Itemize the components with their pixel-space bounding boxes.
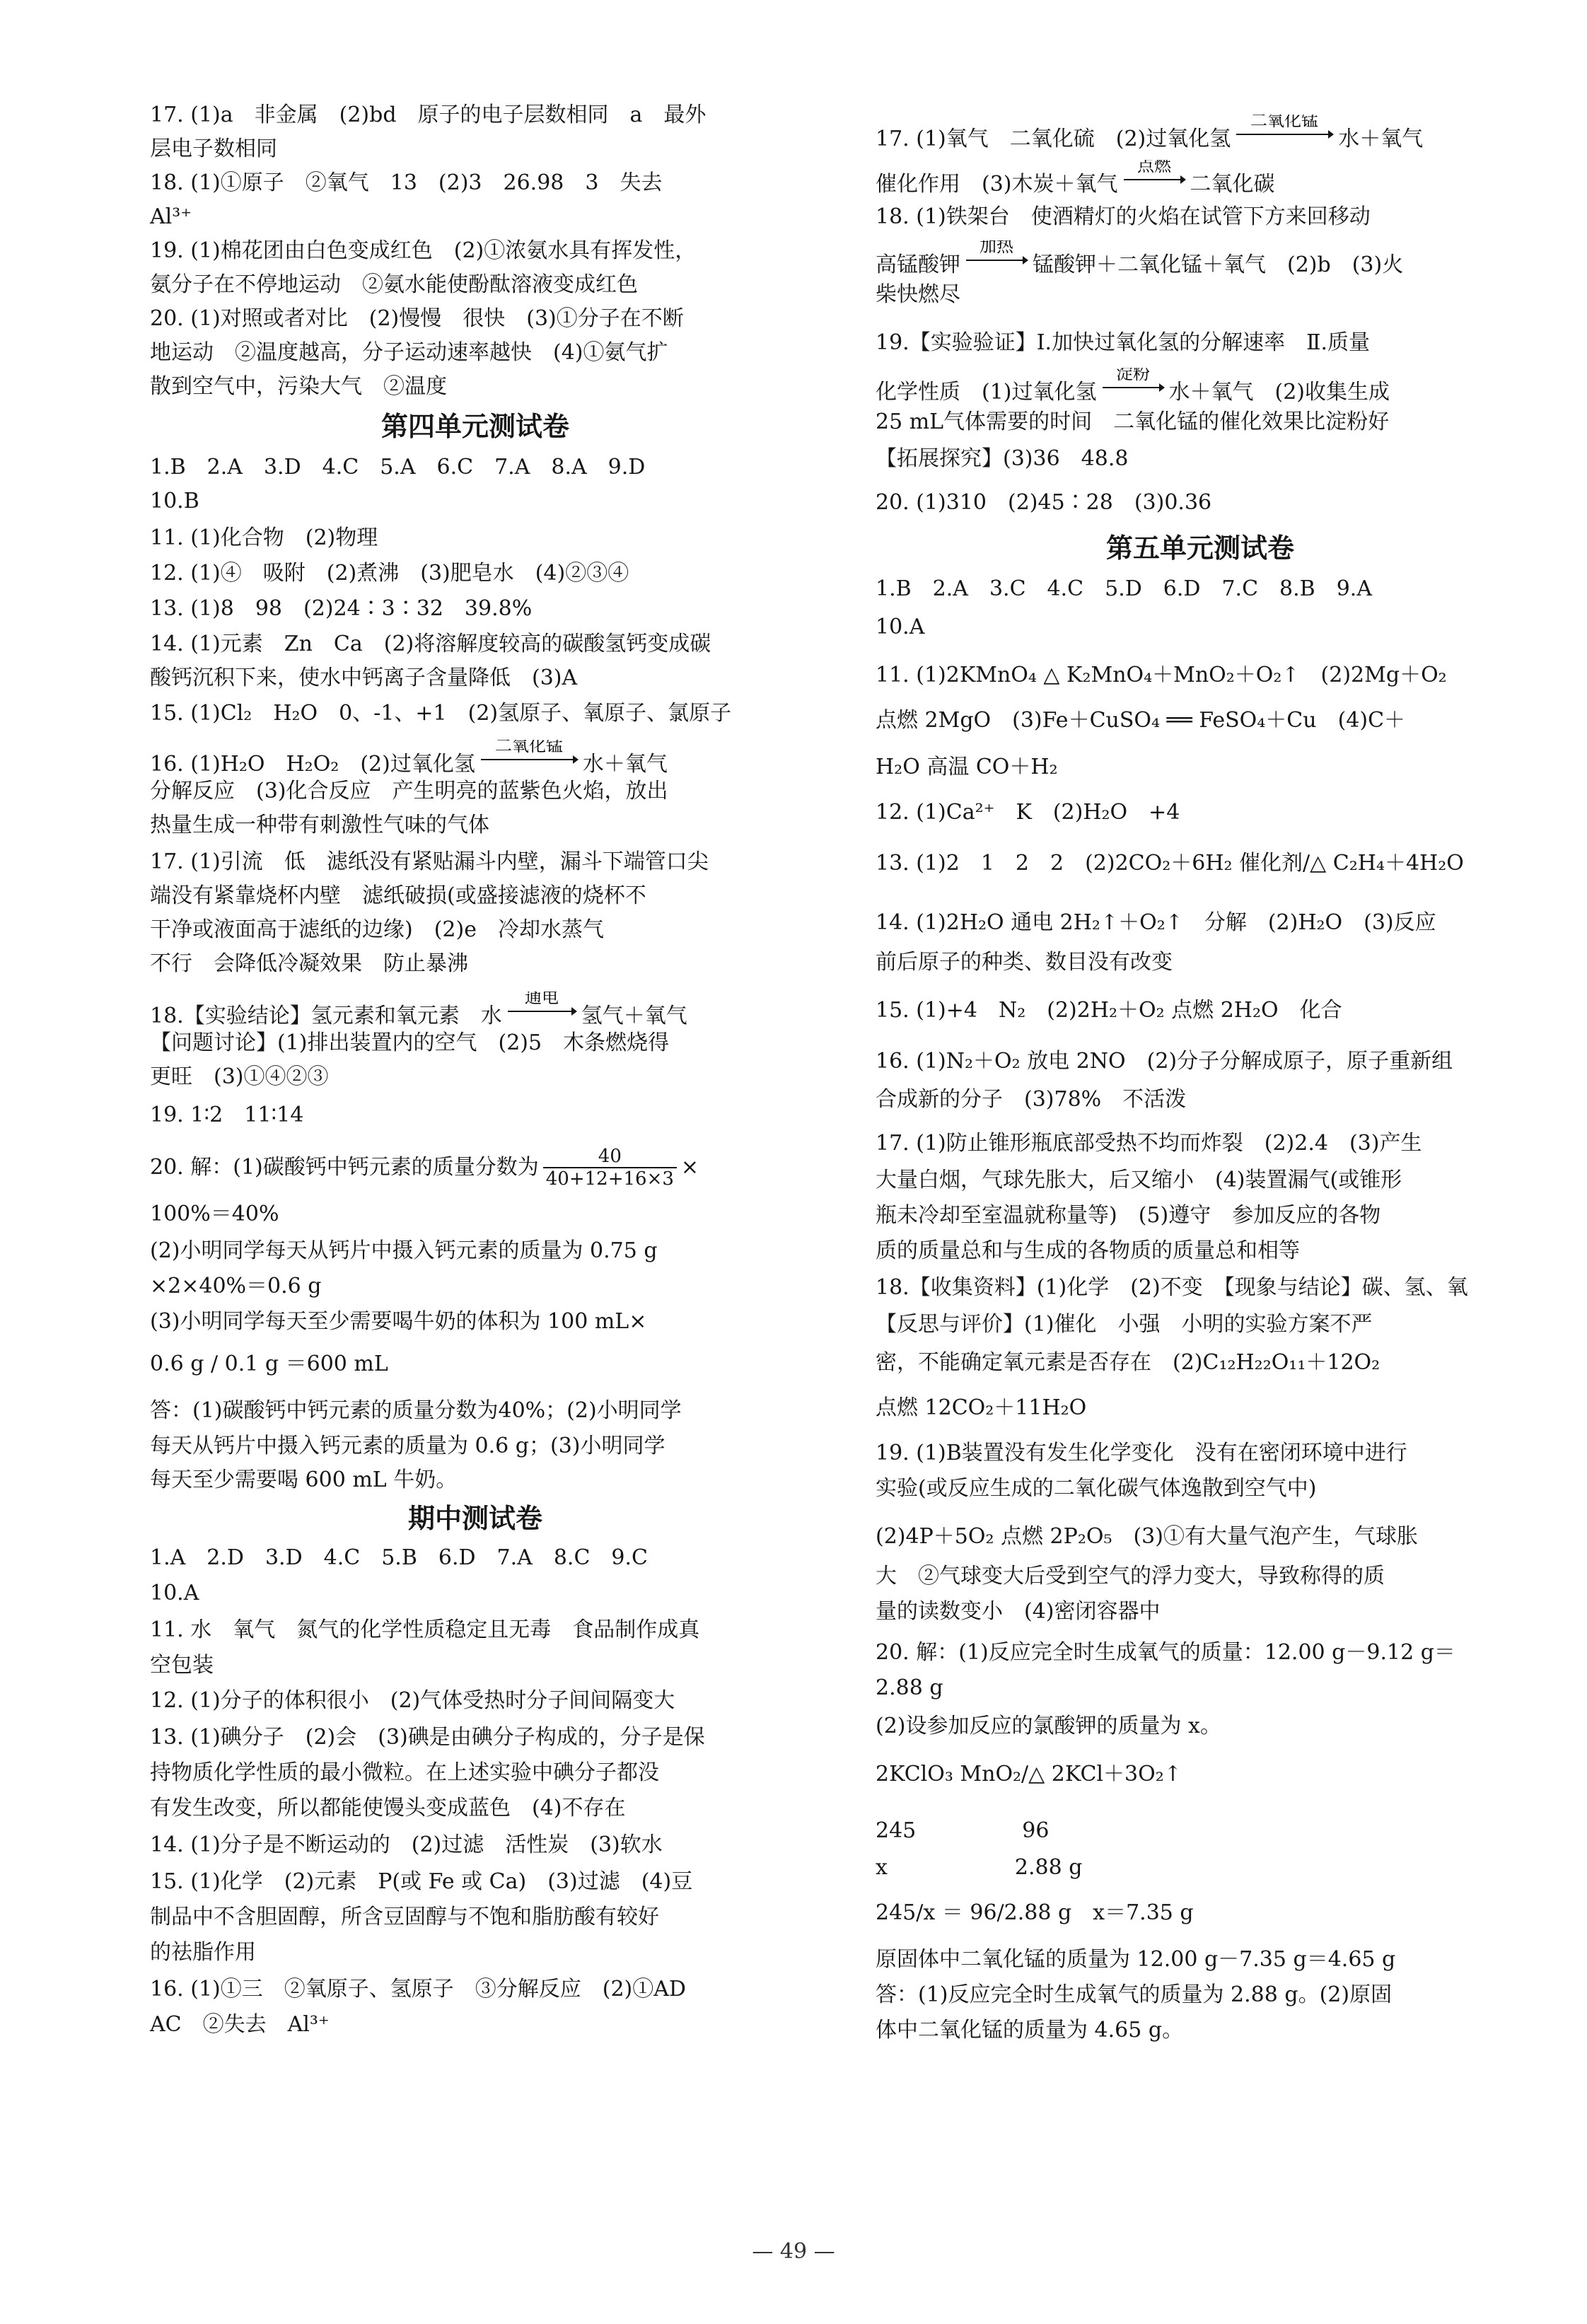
text-line: 有发生改变，所以都能使馒头变成蓝色 (4)不存在 bbox=[150, 1796, 626, 1820]
text-line: 前后原子的种类、数目没有改变 bbox=[876, 950, 1173, 975]
reaction-arrow bbox=[1101, 368, 1165, 409]
text-line: 点燃 2MgO (3)Fe＋CuSO₄ ══ FeSO₄＋Cu (4)C＋ bbox=[876, 708, 1406, 733]
section-title: 第五单元测试卷 bbox=[1105, 533, 1294, 564]
equation-line bbox=[876, 160, 1525, 201]
equation-line bbox=[876, 115, 1525, 156]
reaction-arrow bbox=[479, 740, 579, 781]
text-line: 大 ②气球变大后受到空气的浮力变大，导致称得的质 bbox=[876, 1564, 1385, 1588]
text-line: (3)小明同学每天至少需要喝牛奶的体积为 100 mL× bbox=[150, 1309, 647, 1334]
text-line: (2)设参加反应的氯酸钾的质量为 x。 bbox=[876, 1714, 1221, 1738]
section-title: 期中测试卷 bbox=[407, 1503, 542, 1534]
text-line: 【拓展探究】(3)36 48.8 bbox=[876, 446, 1129, 471]
text-line: 19. 1∶2 11∶14 bbox=[150, 1103, 304, 1127]
text-line: 20. (1)对照或者对比 (2)慢慢 很快 (3)①分子在不断 bbox=[150, 306, 684, 331]
text-span: 18.【实验结论】氢元素和氧元素 水 bbox=[150, 1004, 502, 1028]
text-span: 20. 解：(1)碳酸钙中钙元素的质量分数为 bbox=[150, 1155, 539, 1180]
text-span: 二氧化碳 bbox=[1190, 172, 1275, 197]
text-line: 25 mL气体需要的时间 二氧化锰的催化效果比淀粉好 bbox=[876, 409, 1390, 434]
text-span: 锰酸钾＋二氧化锰＋氧气 (2)b (3)火 bbox=[1033, 252, 1404, 277]
text-line: 17. (1)引流 低 滤纸没有紧贴漏斗内壁，漏斗下端管口尖 bbox=[150, 849, 709, 874]
text-line: 15. (1)Cl₂ H₂O 0、-1、+1 (2)氢原子、氧原子、氯原子 bbox=[150, 701, 732, 726]
fraction-line bbox=[150, 1146, 801, 1195]
text-line: AC ②失去 Al³⁺ bbox=[150, 2012, 330, 2037]
text-line: 制品中不含胆固醇，所含豆固醇与不饱和脂肪酸有较好 bbox=[150, 1905, 659, 1929]
text-line: 18.【收集资料】(1)化学 (2)不变 【现象与结论】碳、氢、氧 bbox=[876, 1275, 1468, 1300]
text-line: 12. (1)分子的体积很小 (2)气体受热时分子间间隔变大 bbox=[150, 1688, 675, 1713]
text-span: 17. (1)氧气 二氧化硫 (2)过氧化氢 bbox=[876, 127, 1231, 151]
text-line: 19. (1)棉花团由白色变成红色 (2)①浓氨水具有挥发性， bbox=[150, 238, 697, 263]
text-line: 分解反应 (3)化合反应 产生明亮的蓝紫色火焰，放出 bbox=[150, 779, 668, 803]
text-line: 密，不能确定氧元素是否存在 (2)C₁₂H₂₂O₁₁＋12O₂ bbox=[876, 1350, 1380, 1375]
numerator: 40 bbox=[543, 1146, 677, 1168]
text-line: 质的质量总和与生成的各物质的质量总和相等 bbox=[876, 1238, 1300, 1263]
reaction-arrow bbox=[1235, 115, 1334, 156]
text-line: 13. (1)碘分子 (2)会 (3)碘是由碘分子构成的，分子是保 bbox=[150, 1725, 705, 1750]
text-line: 点燃 12CO₂＋11H₂O bbox=[876, 1395, 1087, 1420]
text-line: 地运动 ②温度越高，分子运动速率越快 (4)①氨气扩 bbox=[150, 340, 668, 365]
text-line: 2.88 g bbox=[876, 1675, 943, 1700]
text-line: 15. (1)+4 N₂ (2)2H₂＋O₂ 点燃 2H₂O 化合 bbox=[876, 998, 1342, 1023]
text-line: 15. (1)化学 (2)元素 P(或 Fe 或 Ca) (3)过滤 (4)豆 bbox=[150, 1869, 693, 1894]
text-line: 14. (1)分子是不断运动的 (2)过滤 活性炭 (3)软水 bbox=[150, 1832, 663, 1857]
text-line: 11. (1)2KMnO₄ △ K₂MnO₄＋MnO₂＋O₂↑ (2)2Mg＋O₂ bbox=[876, 663, 1447, 687]
condition-label: 淀粉 bbox=[1115, 368, 1150, 383]
text-line: 10.B bbox=[150, 489, 199, 513]
text-line: 合成新的分子 (3)78% 不活泼 bbox=[876, 1087, 1187, 1112]
text-line: 17. (1)a 非金属 (2)bd 原子的电子层数相同 a 最外 bbox=[150, 103, 707, 127]
text-line: 1.B 2.A 3.C 4.C 5.D 6.D 7.C 8.B 9.A bbox=[876, 576, 1372, 601]
text-line: 氨分子在不停地运动 ②氨水能使酚酞溶液变成红色 bbox=[150, 272, 638, 297]
text-line: x 2.88 g bbox=[876, 1855, 1083, 1880]
text-line: 端没有紧靠烧杯内壁 滤纸破损(或盛接滤液的烧杯不 bbox=[150, 883, 646, 908]
text-line: 12. (1)Ca²⁺ K (2)H₂O +4 bbox=[876, 800, 1180, 825]
text-line: 1.B 2.A 3.D 4.C 5.A 6.C 7.A 8.A 9.D bbox=[150, 455, 646, 480]
text-line: 16. (1)N₂＋O₂ 放电 2NO (2)分子分解成原子，原子重新组 bbox=[876, 1049, 1453, 1074]
arrow-icon bbox=[506, 992, 577, 1026]
text-line: 更旺 (3)①④②③ bbox=[150, 1064, 329, 1089]
text-line: 每天至少需要喝 600 mL 牛奶。 bbox=[150, 1468, 458, 1492]
text-line: 原固体中二氧化锰的质量为 12.00 g－7.35 g＝4.65 g bbox=[876, 1947, 1396, 1972]
text-line: 11. (1)化合物 (2)物理 bbox=[150, 525, 378, 550]
text-line: 柴快燃尽 bbox=[876, 282, 960, 307]
text-line: 0.6 g / 0.1 g ＝600 mL bbox=[150, 1352, 388, 1376]
text-line: 10.A bbox=[876, 615, 925, 639]
text-line: H₂O 高温 CO＋H₂ bbox=[876, 755, 1058, 779]
text-line: 20. 解：(1)反应完全时生成氧气的质量：12.00 g－9.12 g＝ bbox=[876, 1640, 1455, 1665]
arrow-icon bbox=[1101, 368, 1165, 402]
text-line: 空包装 bbox=[150, 1653, 214, 1678]
text-line: 【反思与评价】(1)催化 小强 小明的实验方案不严 bbox=[876, 1312, 1373, 1337]
text-line: 量的读数变小 (4)密闭容器中 bbox=[876, 1599, 1161, 1624]
text-span: 催化作用 (3)木炭＋氧气 bbox=[876, 172, 1118, 197]
text-line: 2KClO₃ MnO₂/△ 2KCl＋3O₂↑ bbox=[876, 1762, 1182, 1786]
text-line: 16. (1)①三 ②氧原子、氢原子 ③分解反应 (2)①AD bbox=[150, 1977, 686, 2001]
text-line: 13. (1)8 98 (2)24∶3∶32 39.8% bbox=[150, 596, 533, 621]
text-line: 14. (1)2H₂O 通电 2H₂↑＋O₂↑ 分解 (2)H₂O (3)反应 bbox=[876, 910, 1436, 935]
text-line: 17. (1)防止锥形瓶底部受热不均而炸裂 (2)2.4 (3)产生 bbox=[876, 1131, 1422, 1156]
text-span: 氢气＋氧气 bbox=[581, 1004, 687, 1028]
text-span: × bbox=[680, 1155, 699, 1180]
arrow-icon bbox=[1235, 115, 1334, 149]
text-line: 瓶未冷却至室温就称量等) (5)遵守 参加反应的各物 bbox=[876, 1203, 1381, 1228]
text-span: 16. (1)H₂O H₂O₂ (2)过氧化氢 bbox=[150, 752, 475, 777]
text-line: Al³⁺ bbox=[150, 204, 192, 229]
text-line: 14. (1)元素 Zn Ca (2)将溶解度较高的碳酸氢钙变成碳 bbox=[150, 632, 711, 656]
equation-line bbox=[876, 368, 1525, 409]
equation-line bbox=[150, 740, 801, 781]
condition-label: 点燃 bbox=[1137, 160, 1171, 175]
text-line: 12. (1)④ 吸附 (2)煮沸 (3)肥皂水 (4)②③④ bbox=[150, 561, 629, 586]
equation-line bbox=[150, 992, 801, 1033]
text-span: 水＋氧气 (2)收集生成 bbox=[1168, 380, 1390, 405]
reaction-arrow bbox=[965, 240, 1028, 281]
text-line: 13. (1)2 1 2 2 (2)2CO₂＋6H₂ 催化剂/△ C₂H₄＋4H₂O bbox=[876, 851, 1464, 876]
fraction bbox=[543, 1146, 677, 1190]
text-line: 答：(1)反应完全时生成氧气的质量为 2.88 g。(2)原固 bbox=[876, 1982, 1393, 2007]
arrow-icon bbox=[1122, 160, 1186, 194]
arrow-icon bbox=[965, 240, 1028, 274]
condition-label: 加热 bbox=[979, 240, 1013, 256]
text-line: 20. (1)310 (2)45∶28 (3)0.36 bbox=[876, 490, 1212, 515]
condition-label: 二氧化锰 bbox=[1250, 115, 1319, 130]
text-line: ×2×40%＝0.6 g bbox=[150, 1274, 322, 1298]
text-span: 化学性质 (1)过氧化氢 bbox=[876, 380, 1097, 405]
text-line: 大量白烟，气球先胀大，后又缩小 (4)装置漏气(或锥形 bbox=[876, 1168, 1402, 1192]
text-line: (2)4P＋5O₂ 点燃 2P₂O₅ (3)①有大量气泡产生，气球胀 bbox=[876, 1524, 1418, 1549]
text-line: 实验(或反应生成的二氧化碳气体逸散到空气中) bbox=[876, 1476, 1317, 1501]
text-line: 【问题讨论】(1)排出装置内的空气 (2)5 木条燃烧得 bbox=[150, 1030, 670, 1055]
text-line: 每天从钙片中摄入钙元素的质量为 0.6 g；(3)小明同学 bbox=[150, 1434, 665, 1458]
text-span: 高锰酸钾 bbox=[876, 252, 960, 277]
text-line: 10.A bbox=[150, 1581, 199, 1605]
text-line: 不行 会降低冷凝效果 防止暴沸 bbox=[150, 951, 468, 976]
text-line: 层电子数相同 bbox=[150, 136, 277, 161]
text-line: 19. (1)B装置没有发生化学变化 没有在密闭环境中进行 bbox=[876, 1441, 1407, 1465]
text-line: 245 96 bbox=[876, 1818, 1050, 1843]
text-span: 水＋氧气 bbox=[1338, 127, 1424, 151]
equation-line bbox=[876, 240, 1525, 281]
text-line: 散到空气中，污染大气 ②温度 bbox=[150, 374, 447, 399]
text-line: 18. (1)铁架台 使酒精灯的火焰在试管下方来回移动 bbox=[876, 204, 1371, 229]
text-line: 245/x ＝ 96/2.88 g x＝7.35 g bbox=[876, 1900, 1194, 1925]
arrow-icon bbox=[479, 740, 579, 774]
text-line: 答：(1)碳酸钙中钙元素的质量分数为40%；(2)小明同学 bbox=[150, 1398, 682, 1423]
text-line: 18. (1)①原子 ②氧气 13 (2)3 26.98 3 失去 bbox=[150, 170, 663, 195]
text-line: 体中二氧化锰的质量为 4.65 g。 bbox=[876, 2018, 1184, 2043]
section-title: 第四单元测试卷 bbox=[380, 411, 569, 442]
denominator: 40+12+16×3 bbox=[545, 1168, 674, 1190]
condition-label: 通电 bbox=[524, 992, 559, 1007]
text-line: (2)小明同学每天从钙片中摄入钙元素的质量为 0.75 g bbox=[150, 1238, 658, 1263]
text-line: 持物质化学性质的最小微粒。在上述实验中碘分子都没 bbox=[150, 1760, 659, 1785]
text-line: 19.【实验验证】Ⅰ.加快过氧化氢的分解速率 Ⅱ.质量 bbox=[876, 330, 1371, 355]
page-number: — 49 — bbox=[752, 2239, 835, 2264]
text-span: 水＋氧气 bbox=[582, 752, 668, 777]
text-line: 的祛脂作用 bbox=[150, 1940, 256, 1965]
text-line: 1.A 2.D 3.D 4.C 5.B 6.D 7.A 8.C 9.C bbox=[150, 1545, 649, 1570]
reaction-arrow bbox=[506, 992, 577, 1033]
text-line: 11. 水 氧气 氮气的化学性质稳定且无毒 食品制作成真 bbox=[150, 1617, 700, 1642]
text-line: 干净或液面高于滤纸的边缘) (2)e 冷却水蒸气 bbox=[150, 917, 604, 942]
text-line: 热量生成一种带有刺激性气味的气体 bbox=[150, 813, 489, 837]
reaction-arrow bbox=[1122, 160, 1186, 201]
text-line: 酸钙沉积下来，使水中钙离子含量降低 (3)A bbox=[150, 666, 578, 690]
text-line: 100%＝40% bbox=[150, 1202, 279, 1226]
condition-label: 二氧化锰 bbox=[494, 740, 563, 755]
